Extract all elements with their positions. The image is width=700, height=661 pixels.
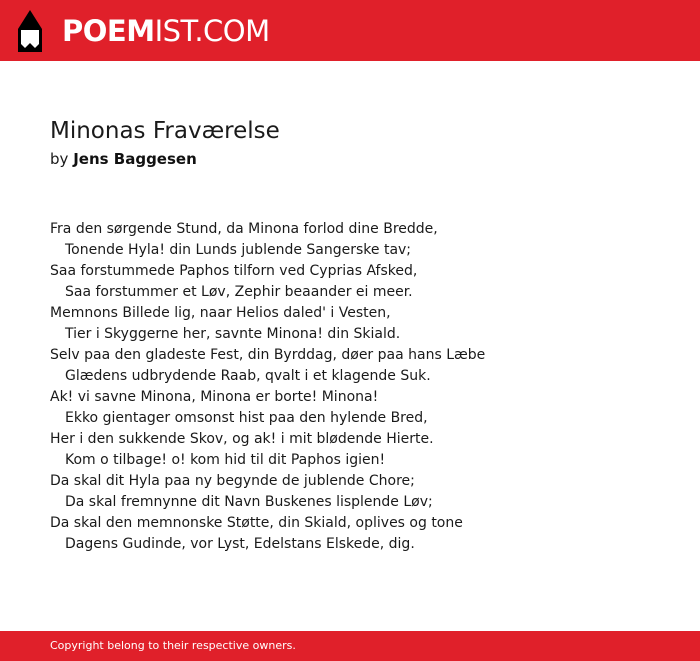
poem-line: Fra den sørgende Stund, da Minona forlod dine Bredde, [50, 221, 438, 237]
poem-line: Saa forstummede Paphos tilforn ved Cyprias Afsked, [50, 263, 418, 279]
poem-line: Kom o tilbage! o! kom hid til dit Paphos igien! [65, 452, 386, 468]
poem-body [50, 219, 670, 555]
footer-bar [0, 631, 700, 661]
brand-light: IST.COM [154, 14, 270, 48]
copyright-text: Copyright belong to their respective owners. [50, 639, 296, 652]
poem-line: Tonende Hyla! din Lunds jublende Sangerske tav; [65, 242, 412, 258]
poem-line: Da skal dit Hyla paa ny begynde de jublende Chore; [50, 473, 415, 489]
by-label: by [50, 150, 69, 168]
poem-line: Dagens Gudinde, vor Lyst, Edelstans Elskede, dig. [65, 536, 415, 552]
site-logo-link[interactable] [18, 10, 270, 52]
poem-line: Selv paa den gladeste Fest, din Byrddag, døer paa hans Læbe [50, 347, 486, 363]
poem-line: Saa forstummer et Løv, Zephir beaander ei meer. [65, 284, 413, 300]
poem-line: Glædens udbrydende Raab, qvalt i et klagende Suk. [65, 368, 431, 384]
poem-line: Tier i Skyggerne her, savnte Minona! din Skiald. [65, 326, 401, 342]
poem-line: Ak! vi savne Minona, Minona er borte! Minona! [50, 389, 379, 405]
pencil-icon [18, 10, 42, 52]
author-name: Jens Baggesen [73, 150, 197, 168]
poem-line: Da skal den memnonske Støtte, din Skiald, oplives og tone [50, 515, 463, 531]
poem-line: Da skal fremnynne dit Navn Buskenes lisplende Løv; [65, 494, 433, 510]
poem-line: Ekko gientager omsonst hist paa den hylende Bred, [65, 410, 428, 426]
poem-line: Her i den sukkende Skov, og ak! i mit blødende Hierte. [50, 431, 434, 447]
site-brand [62, 10, 270, 52]
poem-line: Memnons Billede lig, naar Helios daled' i Vesten, [50, 305, 391, 321]
brand-bold: POEM [62, 14, 155, 48]
top-bar [0, 0, 700, 61]
byline [50, 149, 197, 169]
poem-title: Minonas Fraværelse [50, 118, 280, 144]
